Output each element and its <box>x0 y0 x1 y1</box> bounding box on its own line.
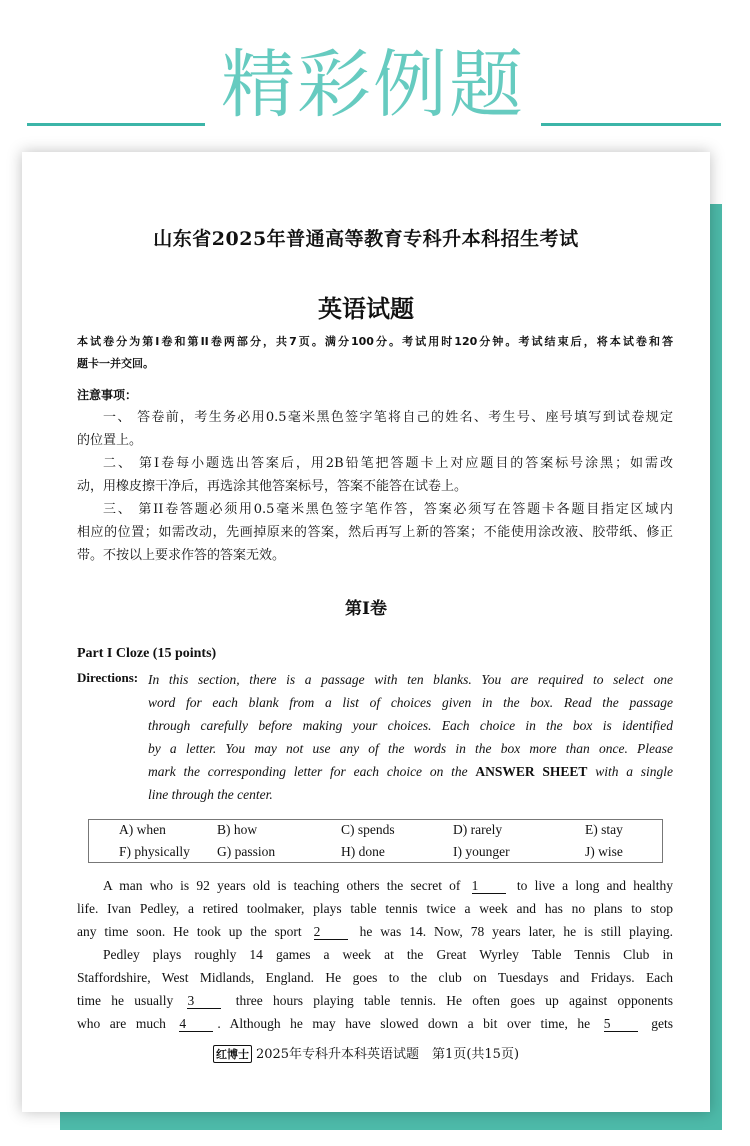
choice-option: J) wise <box>585 844 623 859</box>
passage-line: Staffordshire, West Midlands, England. He goes to the club on Tuesdays and Fridays. Each <box>77 970 673 985</box>
banner-divider-left <box>27 123 205 126</box>
passage-text: gets <box>651 1016 674 1031</box>
passage-line: life. Ivan Pedley, a retired toolmaker, plays table tennis twice a week and has no plans to stop <box>77 901 673 916</box>
exam-subject: 英语试题 <box>318 294 414 323</box>
exam-page <box>22 152 710 1112</box>
passage-text: any time soon. He took up the sport <box>77 924 302 939</box>
choice-option: F) physically <box>119 844 190 859</box>
passage-line <box>77 1014 673 1034</box>
banner <box>0 40 750 130</box>
blank-5: 5 <box>604 1016 638 1032</box>
directions-line: word for each blank from a list of choices given in the box. Read the passage <box>148 695 673 710</box>
blank-3: 3 <box>187 993 221 1009</box>
intro-line: 题卡一并交回。 <box>77 357 154 370</box>
volume-title: 第I卷 <box>345 599 387 619</box>
blank-1: 1 <box>472 878 506 894</box>
part-title: Part I Cloze (15 points) <box>77 646 217 661</box>
blank-2: 2 <box>314 924 348 940</box>
answer-sheet-emphasis: ANSWER SHEET <box>475 764 588 779</box>
directions-line: through carefully before making your choices. Each choice in the box is identified <box>148 718 673 733</box>
choice-option: D) rarely <box>453 822 503 837</box>
notice-title: 注意事项： <box>77 388 138 402</box>
word-choices-box <box>88 819 663 863</box>
passage-text: . Although he may have slowed down a bit over time, he <box>217 1016 591 1031</box>
passage-text: three hours playing table tennis. He often goes up against opponents <box>235 993 674 1008</box>
directions-line: by a letter. You may not use any of the words in the box more than once. Please <box>148 741 673 756</box>
choice-option: I) younger <box>453 844 510 859</box>
notice-line: 相应的位置；如需改动，先画掉原来的答案，然后再写上新的答案；不能使用涂改液、胶带纸、修正 <box>77 525 673 540</box>
intro-line: 本试卷分为第I卷和第II卷两部分，共7页。满分100分。考试用时120分钟。考试结束后，将本试卷和答 <box>77 335 673 348</box>
blank-4: 4 <box>179 1016 213 1032</box>
directions-line <box>148 762 673 782</box>
notice-line: 的位置上。 <box>77 433 143 448</box>
notice-line: 带。不按以上要求作答的答案无效。 <box>77 548 286 563</box>
passage-line <box>77 876 673 896</box>
banner-title: 精彩例题 <box>221 42 525 128</box>
notice-line: 一、 答卷前，考生务必用0.5毫米黑色签字笔将自己的姓名、考生号、座号填写到试卷规定 <box>103 410 673 425</box>
choice-option: G) passion <box>217 844 276 859</box>
passage-text: he was 14. Now, 78 years later, he is still playing. <box>359 924 674 939</box>
choice-option: B) how <box>217 822 258 837</box>
choice-option: C) spends <box>341 822 395 837</box>
choice-option: E) stay <box>585 822 623 837</box>
passage-text: to live a long and healthy <box>516 878 673 893</box>
directions-line: line through the center. <box>148 787 273 802</box>
passage-text: A man who is 92 years old is teaching others the secret of <box>103 878 461 893</box>
passage-line <box>77 922 673 942</box>
passage-text: time he usually <box>77 993 174 1008</box>
notice-line: 二、 第I卷每小题选出答案后，用2B铅笔把答题卡上对应题目的答案标号涂黑；如需改 <box>103 456 673 471</box>
passage-text: who are much <box>77 1016 166 1031</box>
passage-line <box>77 991 673 1011</box>
choice-option: H) done <box>341 844 385 859</box>
exam-title: 山东省2025年普通高等教育专科升本科招生考试 <box>153 228 579 250</box>
page-footer <box>22 1043 710 1063</box>
choice-option: A) when <box>119 822 166 837</box>
footer-text: 2025年专科升本科英语试题 第1页(共15页) <box>255 1047 520 1062</box>
notice-line: 动，用橡皮擦干净后，再选涂其他答案标号，答案不能答在试卷上。 <box>77 479 468 494</box>
passage-line: Pedley plays roughly 14 games a week at the Great Wyrley Table Tennis Club in <box>103 947 673 962</box>
directions-label: Directions: <box>77 670 139 685</box>
directions-text: mark the corresponding letter for each choice on the <box>148 764 468 779</box>
directions-line: In this section, there is a passage with ten blanks. You are required to select one <box>148 672 673 687</box>
publisher-logo: 红博士 <box>213 1045 252 1063</box>
banner-divider-right <box>541 123 721 126</box>
directions-text: with a single <box>595 764 674 779</box>
notice-line: 三、 第II卷答题必须用0.5毫米黑色签字笔作答，答案必须写在答题卡各题目指定区域内 <box>103 502 673 517</box>
